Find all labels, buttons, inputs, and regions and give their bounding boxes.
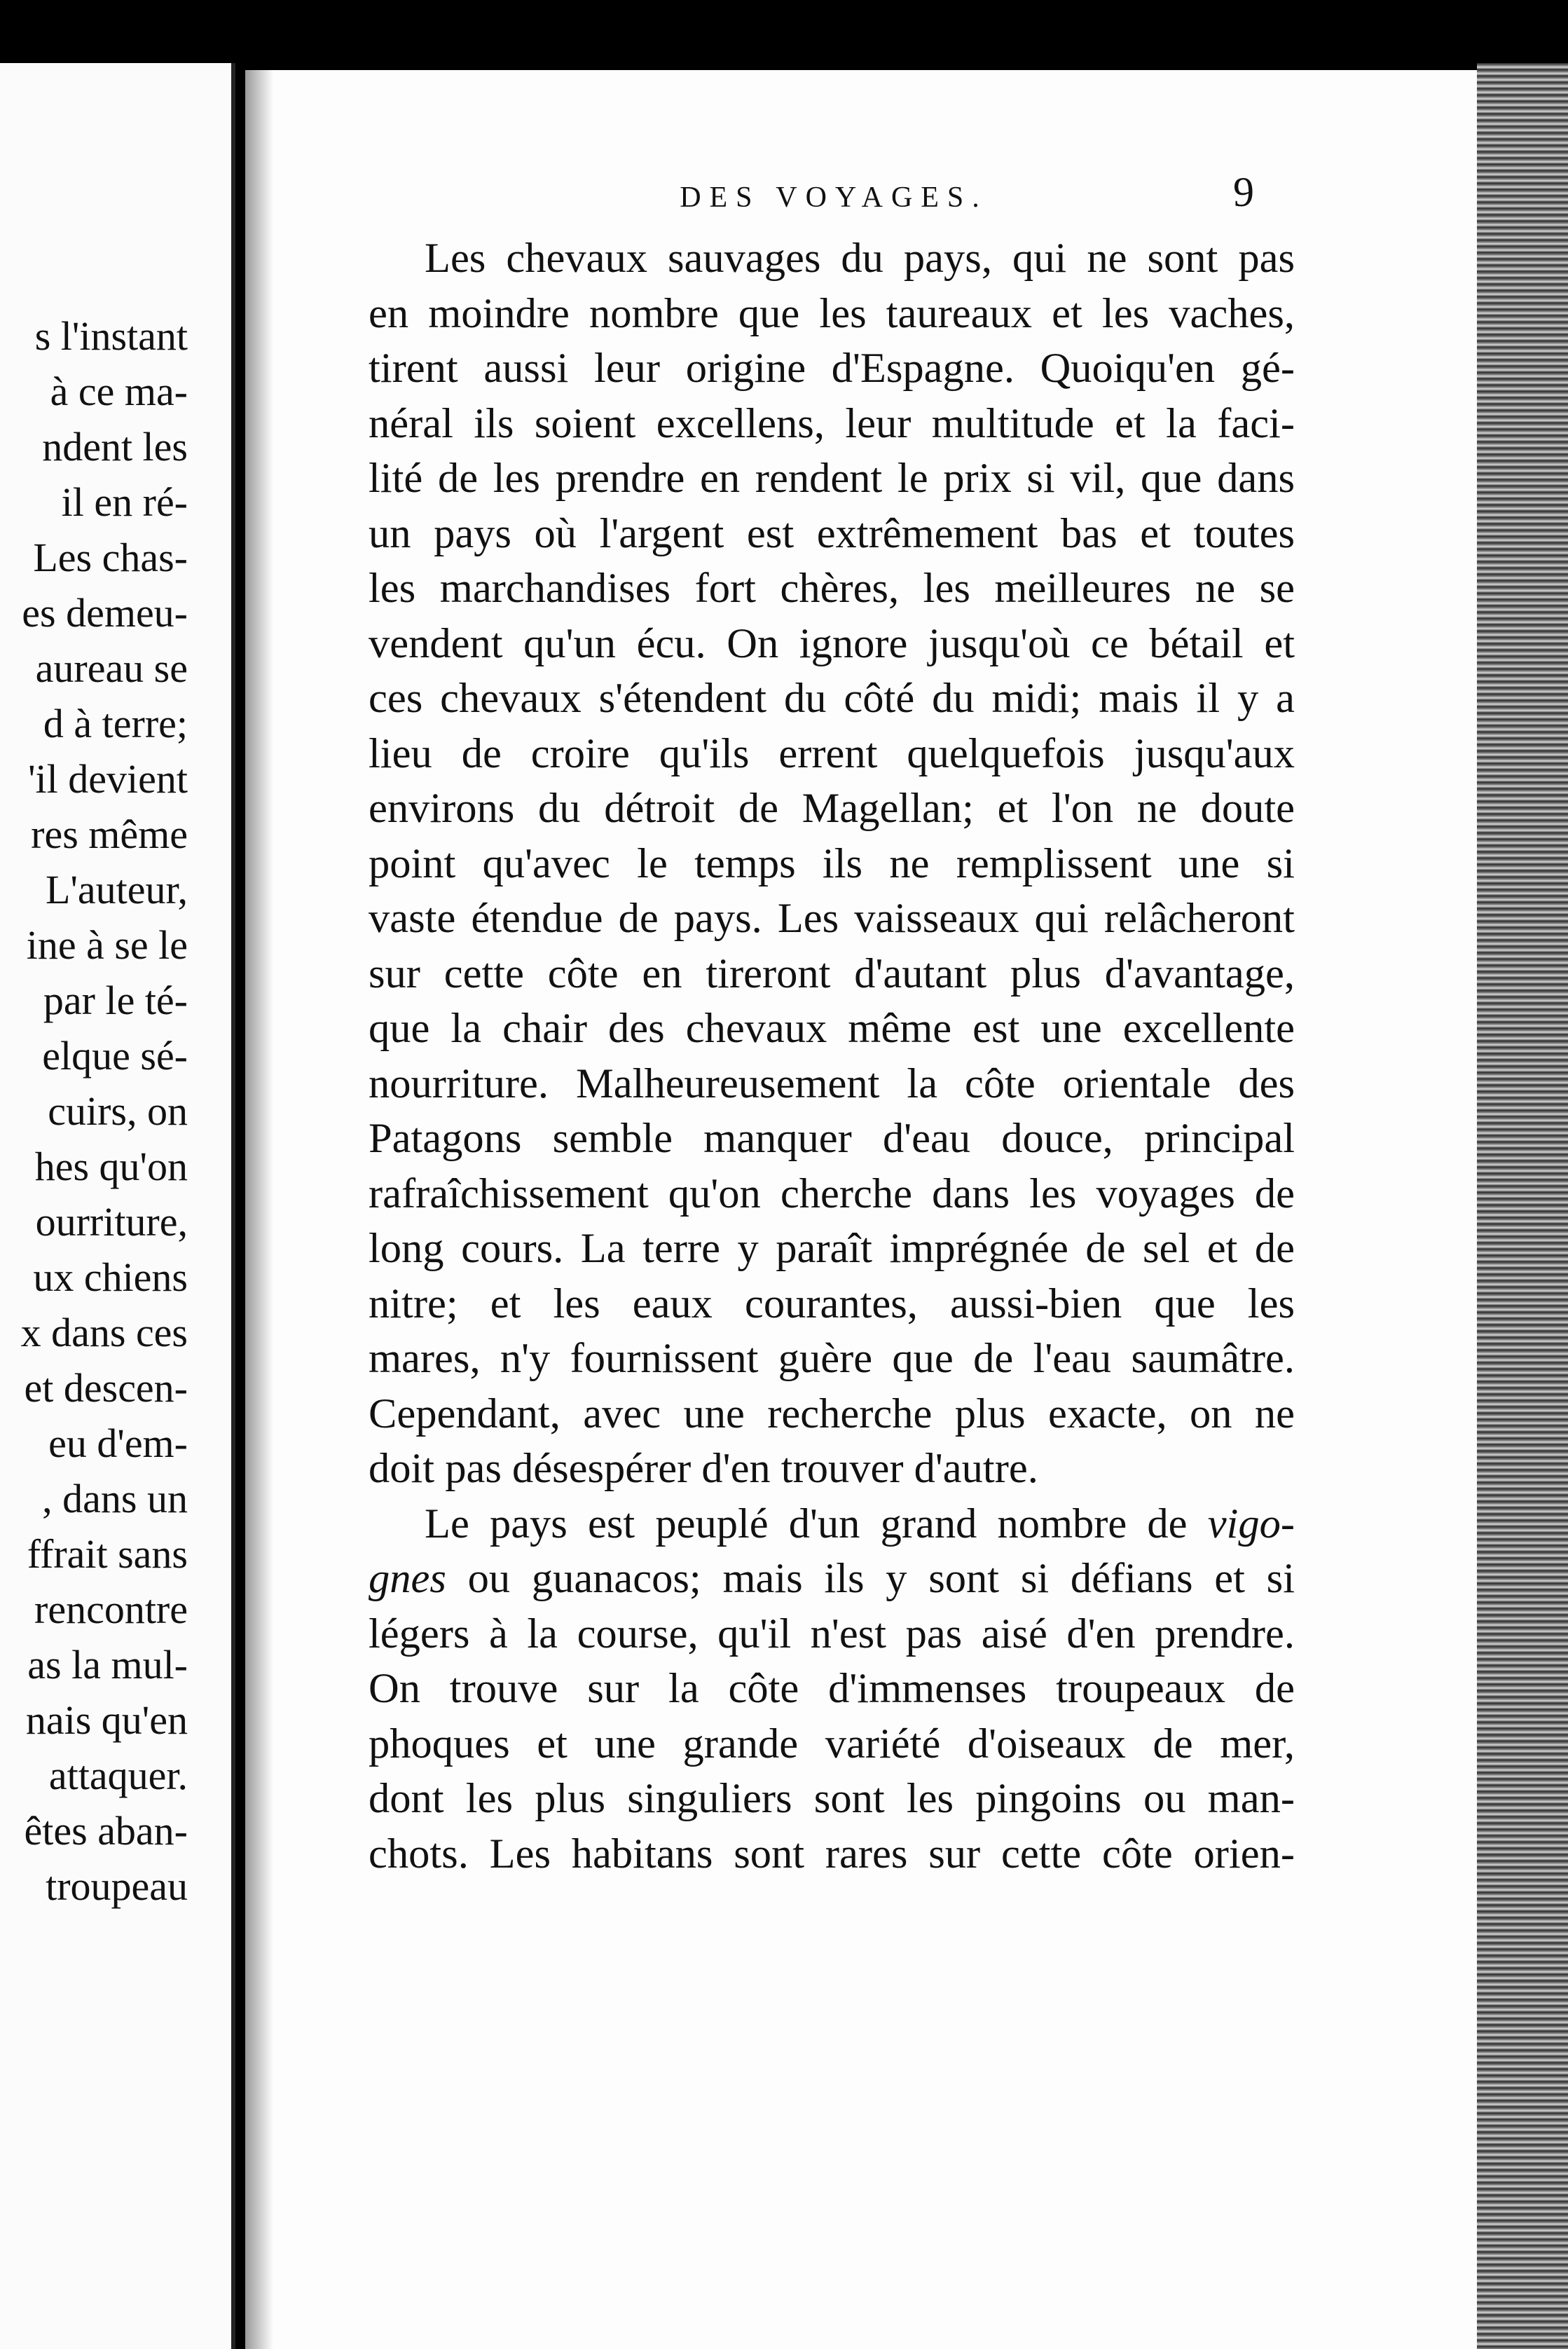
italic-word: vigo-	[1207, 1500, 1295, 1547]
text-line: sur cette côte en tireront d'autant plus d'avantage,	[369, 950, 1295, 997]
text-line: eu d'em-	[48, 1420, 188, 1466]
text-line: aureau se	[35, 645, 188, 691]
text-line: d à terre;	[43, 701, 188, 746]
text-line: On trouve sur la côte d'immenses troupeaux de	[369, 1665, 1295, 1712]
text-line: un pays où l'argent est extrêmement bas et toutes	[369, 509, 1295, 557]
text-line: à ce ma-	[50, 369, 188, 414]
text-line: elque sé-	[42, 1033, 188, 1078]
text-line: hes qu'on	[34, 1144, 188, 1189]
text-line: en moindre nombre que les taureaux et les vaches,	[369, 289, 1295, 337]
text-line: 'il devient	[28, 756, 188, 802]
page-number: 9	[1233, 169, 1254, 215]
previous-page-fragment	[0, 63, 235, 2349]
text-line: ces chevaux s'étendent du côté du midi; mais il y a	[369, 675, 1295, 722]
text-segment: Le pays est peuplé d'un grand nombre de	[425, 1500, 1188, 1547]
previous-page-text	[21, 308, 188, 1914]
text-line: ourriture,	[35, 1199, 188, 1245]
running-title: DES VOYAGES.	[680, 182, 988, 214]
text-line: vendent qu'un écu. On ignore jusqu'où ce bétail et	[369, 619, 1295, 667]
text-line: légers à la course, qu'il n'est pas aisé d'en prendre.	[369, 1610, 1295, 1657]
text-line: Les chevaux sauvages du pays, qui ne sont pas	[425, 235, 1295, 282]
text-line: lieu de croire qu'ils errent quelquefois jusqu'aux	[369, 730, 1295, 777]
text-line: ndent les	[42, 424, 188, 470]
text-line: ine à se le	[26, 922, 188, 968]
text-line: long cours. La terre y paraît imprégnée de sel et de	[369, 1225, 1295, 1272]
text-line: nitre; et les eaux courantes, aussi-bien que les	[369, 1280, 1295, 1327]
text-line: res même	[31, 811, 188, 857]
text-line: êtes aban-	[24, 1808, 188, 1854]
text-line: ffrait sans	[27, 1531, 188, 1577]
gutter-shadow	[245, 70, 273, 2349]
text-line: phoques et une grande variété d'oiseaux de mer,	[369, 1720, 1295, 1767]
text-line: x dans ces	[20, 1310, 188, 1355]
text-line: vaste étendue de pays. Les vaisseaux qui relâcheront	[369, 895, 1295, 942]
text-line: point qu'avec le temps ils ne remplissent une si	[369, 840, 1295, 887]
text-line: cuirs, on	[48, 1088, 188, 1134]
text-line: environs du détroit de Magellan; et l'on ne doute	[369, 785, 1295, 832]
italic-word: gnes	[369, 1555, 446, 1602]
text-line: Patagons semble manquer d'eau douce, principal	[369, 1115, 1295, 1162]
text-line: nourriture. Malheureusement la côte orientale des	[369, 1060, 1295, 1107]
text-line: es demeu-	[22, 590, 188, 636]
text-line: Les chas-	[33, 535, 188, 580]
text-line: attaquer.	[48, 1753, 188, 1798]
text-segment: ou guanacos; mais ils y sont si défians et si	[467, 1555, 1295, 1602]
text-line: tirent aussi leur origine d'Espagne. Quoiqu'en gé-	[369, 345, 1295, 392]
text-line: lité de les prendre en rendent le prix si vil, que dans	[369, 455, 1295, 502]
text-line: s l'instant	[34, 313, 188, 359]
text-line: néral ils soient excellens, leur multitude et la faci-	[369, 399, 1295, 447]
text-line	[369, 1497, 1295, 1552]
text-line: doit pas désespérer d'en trouver d'autre.	[369, 1445, 1038, 1492]
page-edge	[1477, 63, 1568, 2349]
text-line: dont les plus singuliers sont les pingoins ou man-	[369, 1775, 1295, 1822]
text-line: Cependant, avec une recherche plus exacte, on ne	[369, 1390, 1295, 1437]
text-line: L'auteur,	[46, 867, 188, 912]
text-line: as la mul-	[27, 1642, 188, 1687]
text-line: troupeau	[46, 1863, 188, 1909]
text-line	[369, 1552, 1295, 1607]
text-line: rafraîchissement qu'on cherche dans les voyages de	[369, 1170, 1295, 1217]
text-line: par le té-	[43, 978, 188, 1023]
text-line: chots. Les habitans sont rares sur cette côte orien-	[369, 1830, 1295, 1877]
page-body	[369, 231, 1295, 1882]
text-line: il en ré-	[61, 479, 188, 525]
text-line: rencontre	[34, 1587, 188, 1632]
text-line: nais qu'en	[25, 1697, 188, 1743]
text-line: et descen-	[24, 1365, 188, 1411]
text-line: ux chiens	[33, 1254, 188, 1300]
text-line: que la chair des chevaux même est une excellente	[369, 1005, 1295, 1052]
text-line: les marchandises fort chères, les meilleures ne se	[369, 565, 1295, 612]
text-line: , dans un	[42, 1476, 188, 1521]
text-line: mares, n'y fournissent guère que de l'eau saumâtre.	[369, 1335, 1295, 1382]
